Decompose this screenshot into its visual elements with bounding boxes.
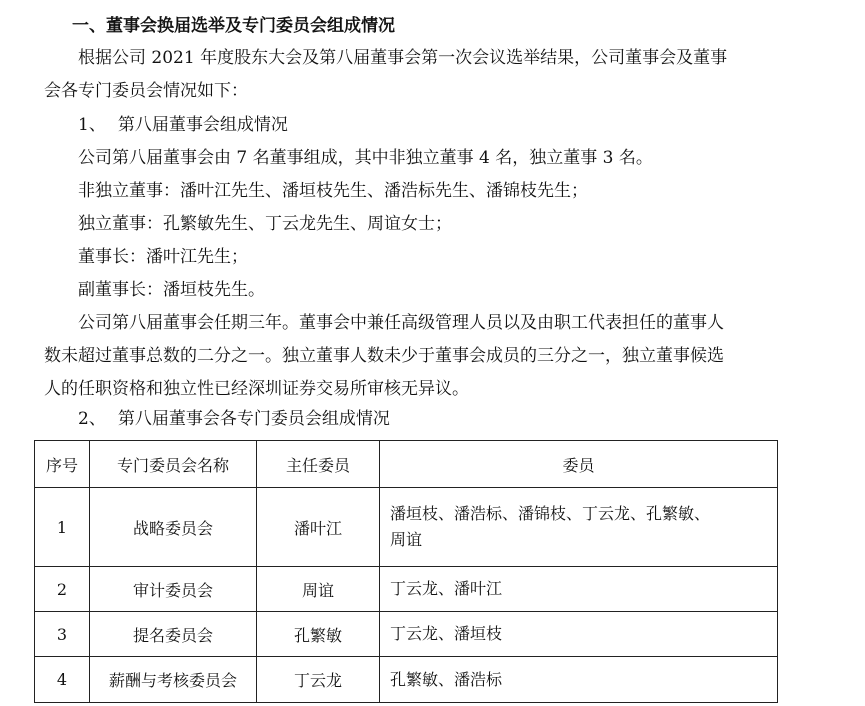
header-committee-name: 专门委员会名称 <box>90 441 257 488</box>
board-composition-text: 公司第八届董事会由 7 名董事组成，其中非独立董事 4 名，独立董事 3 名。 <box>78 148 653 168</box>
row-chair: 周谊 <box>257 567 380 612</box>
row-seq: 2 <box>35 567 90 612</box>
committees-table <box>34 440 778 703</box>
row-members-line-2: 周谊 <box>390 530 423 549</box>
subsection-1-number: 1、 <box>78 115 106 135</box>
row-chair: 丁云龙 <box>257 657 380 703</box>
term-paragraph-line-3: 人的任职资格和独立性已经深圳证券交易所审核无异议。 <box>44 379 469 399</box>
term-paragraph-line-1: 公司第八届董事会任期三年。董事会中兼任高级管理人员以及由职工代表担任的董事人 <box>78 313 724 333</box>
vice-chairman-text: 副董事长：潘垣枝先生。 <box>78 280 265 300</box>
subsection-1-title: 第八届董事会组成情况 <box>117 115 288 135</box>
header-seq: 序号 <box>35 441 90 488</box>
subsection-2-title: 第八届董事会各专门委员会组成情况 <box>117 409 390 429</box>
row-seq: 3 <box>35 612 90 657</box>
non-independent-directors-text: 非独立董事：潘叶江先生、潘垣枝先生、潘浩标先生、潘锦枝先生； <box>78 181 588 201</box>
row-members: 孔繁敏、潘浩标 <box>380 657 778 703</box>
term-paragraph-line-2: 数未超过董事总数的二分之一。独立董事人数未少于董事会成员的三分之一，独立董事候选 <box>44 346 724 366</box>
row-members: 丁云龙、潘叶江 <box>380 567 778 612</box>
header-chair: 主任委员 <box>257 441 380 488</box>
row-committee-name: 提名委员会 <box>90 612 257 657</box>
table-header-row <box>35 441 778 488</box>
row-committee-name: 战略委员会 <box>90 488 257 567</box>
table-row <box>35 657 778 703</box>
table-row <box>35 567 778 612</box>
intro-paragraph-line-2: 会各专门委员会情况如下： <box>44 81 248 101</box>
section-heading: 一、董事会换届选举及专门委员会组成情况 <box>72 16 395 36</box>
table-row <box>35 612 778 657</box>
row-seq: 4 <box>35 657 90 703</box>
row-members: 丁云龙、潘垣枝 <box>380 612 778 657</box>
row-chair: 潘叶江 <box>257 488 380 567</box>
subsection-1-heading <box>78 113 288 137</box>
row-members <box>380 488 778 567</box>
header-members: 委员 <box>380 441 778 488</box>
subsection-2-heading <box>78 407 390 431</box>
chairman-text: 董事长：潘叶江先生； <box>78 247 248 267</box>
row-committee-name: 薪酬与考核委员会 <box>90 657 257 703</box>
intro-paragraph-line-1: 根据公司 2021 年度股东大会及第八届董事会第一次会议选举结果，公司董事会及董事 <box>78 48 728 68</box>
row-chair: 孔繁敏 <box>257 612 380 657</box>
independent-directors-text: 独立董事：孔繁敏先生、丁云龙先生、周谊女士； <box>78 214 452 234</box>
row-members-line-1: 潘垣枝、潘浩标、潘锦枝、丁云龙、孔繁敏、 <box>390 504 711 523</box>
row-committee-name: 审计委员会 <box>90 567 257 612</box>
row-seq: 1 <box>35 488 90 567</box>
table-row <box>35 488 778 567</box>
subsection-2-number: 2、 <box>78 409 106 429</box>
